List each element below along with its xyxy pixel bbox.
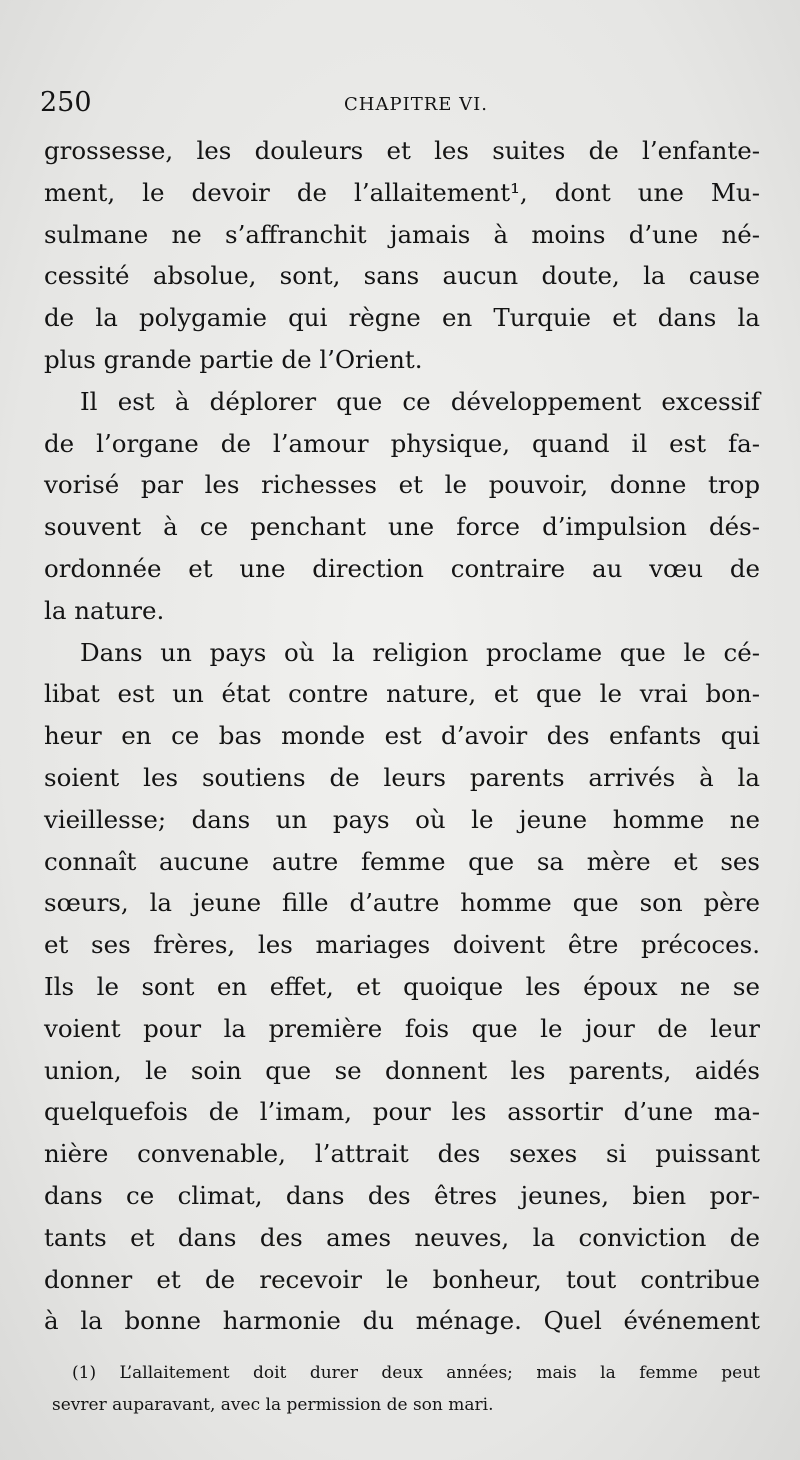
footnote [54,1357,760,1421]
text-line: grossesse, les douleurs et les suites de l’enfante- [44,136,760,165]
body-text [44,130,760,1342]
text-line: vorisé par les richesses et le pouvoir, donne trop [44,470,760,500]
text-line: donner et de recevoir le bonheur, tout contribue [44,1264,760,1294]
text-line: cessité absolue, sont, sans aucun doute, la cause [44,261,760,291]
footnote-line: (1) L’allaitement doit durer deux années; mais la femme peut [72,1363,760,1383]
running-head: CHAPITRE VI. [344,94,488,115]
text-line: union, le soin que se donnent les parents, aidés [44,1055,760,1085]
text-line: Dans un pays où la religion proclame que le cé- [80,637,760,667]
text-line: sœurs, la jeune fille d’autre homme que son père [44,888,760,918]
text-line: libat est un état contre nature, et que le vrai bon- [44,679,760,709]
text-line: Ils le sont en effet, et quoique les époux ne se [44,971,760,1001]
text-line: Il est à déplorer que ce développement excessif [80,386,760,416]
text-line: de la polygamie qui règne en Turquie et dans la [44,303,760,333]
text-line: de l’organe de l’amour physique, quand il est fa- [44,428,760,458]
page-number: 250 [40,87,92,118]
text-line: voient pour la première fois que le jour de leur [44,1013,760,1043]
text-line: connaît aucune autre femme que sa mère et ses [44,846,760,876]
text-line: heur en ce bas monde est d’avoir des enfants qui [44,721,760,751]
text-line: à la bonne harmonie du ménage. Quel événement [44,1306,760,1336]
text-line: vieillesse; dans un pays où le jeune homme ne [44,804,760,834]
text-line: souvent à ce penchant une force d’impulsion dés- [44,512,760,542]
text-line: soient les soutiens de leurs parents arrivés à la [44,762,760,792]
text-line: la nature. [44,595,165,625]
text-line: ordonnée et une direction contraire au vœu de [44,553,760,583]
text-line: sulmane ne s’affranchit jamais à moins d’une né- [44,219,760,249]
page-header [40,88,760,128]
text-line: quelquefois de l’imam, pour les assortir d’une ma- [44,1097,760,1127]
text-line: plus grande partie de l’Orient. [44,344,423,374]
text-line: nière convenable, l’attrait des sexes si puissant [44,1139,760,1169]
text-line: tants et dans des ames neuves, la conviction de [44,1222,760,1252]
footnote-line: sevrer auparavant, avec la permission de son mari. [52,1395,494,1415]
text-line: ment, le devoir de l’allaitement¹, dont une Mu- [44,177,760,207]
text-line: dans ce climat, dans des êtres jeunes, bien por- [44,1180,760,1210]
text-line: et ses frères, les mariages doivent être précoces. [44,930,760,960]
